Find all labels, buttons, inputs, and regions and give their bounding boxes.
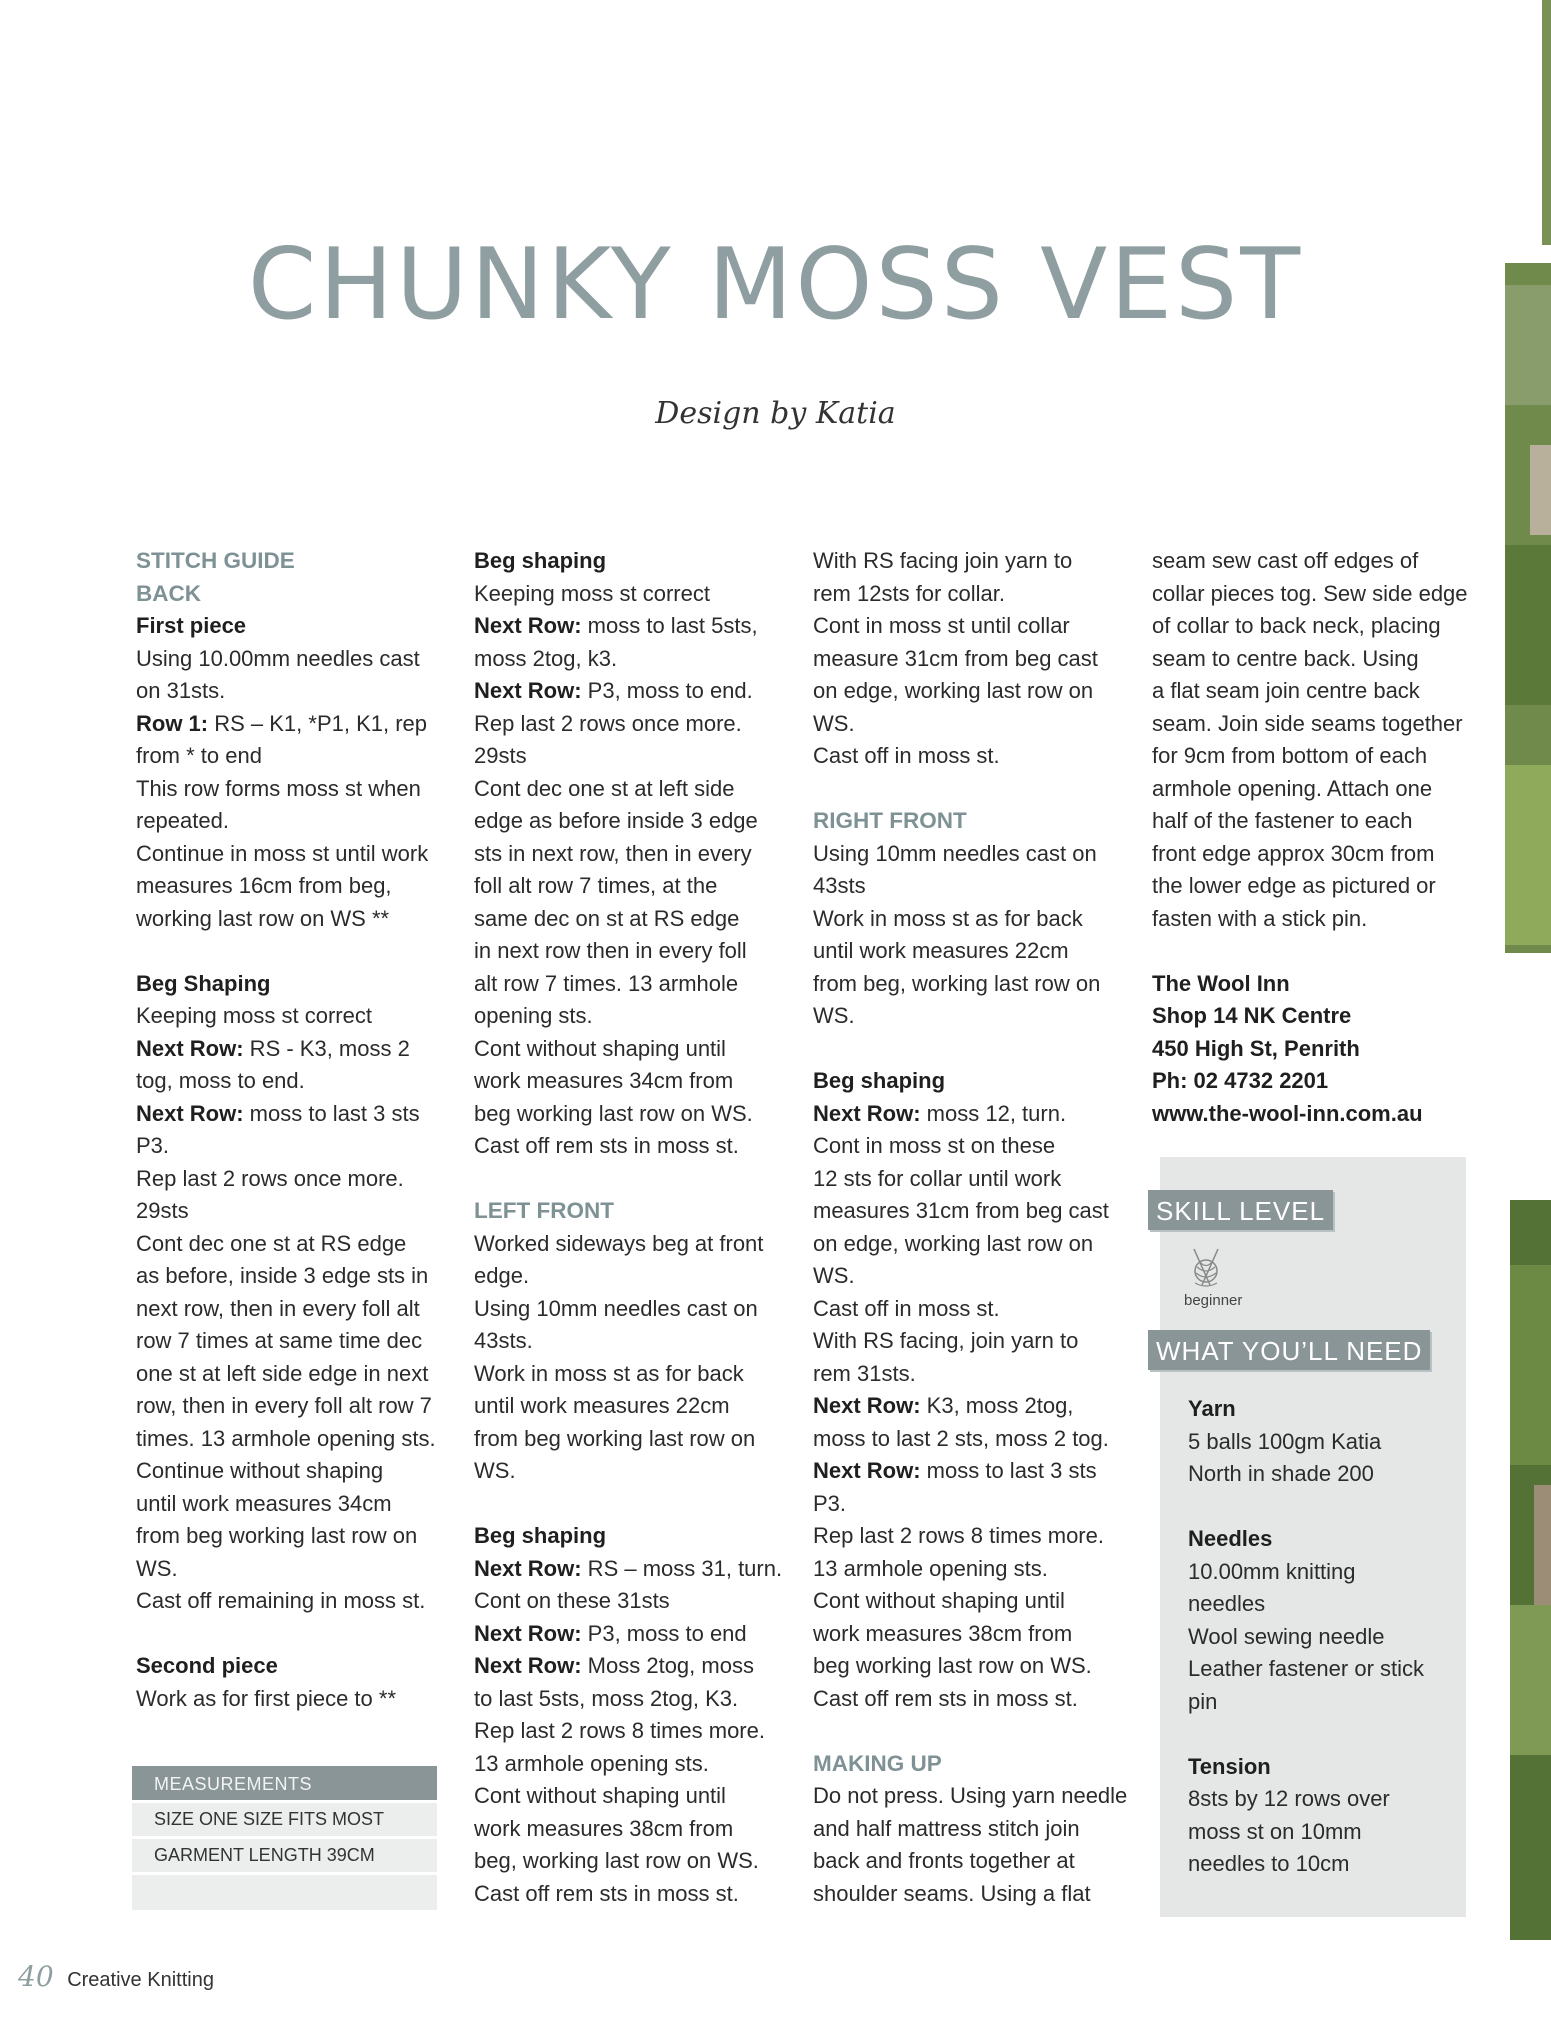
subheading: Beg shaping xyxy=(474,1523,607,1548)
text-line: Rep last 2 rows once more. xyxy=(474,710,742,736)
section-heading: MAKING UP xyxy=(813,1750,942,1776)
subheading: The Wool Inn xyxy=(1152,970,1290,996)
section-heading: LEFT FRONT xyxy=(474,1198,614,1223)
row-text: P3, moss to end. xyxy=(581,678,753,703)
text-line: 5 balls 100gm Katia xyxy=(1188,1428,1382,1454)
instruction-line xyxy=(474,610,774,643)
subheading: Beg shaping xyxy=(474,548,607,573)
byline: Design by Katia xyxy=(655,396,896,431)
text-line: With RS facing, join yarn to xyxy=(813,1328,1079,1353)
text-line: measures 31cm from beg cast xyxy=(813,1198,1109,1223)
text-line: beg working last row on WS. xyxy=(474,1100,753,1126)
row-text: RS – moss 31, turn. xyxy=(581,1555,783,1581)
text-line: same dec on st at RS edge xyxy=(474,905,740,931)
text-line: Cont in moss st until collar xyxy=(813,613,1070,638)
text-line: work measures 38cm from xyxy=(474,1815,734,1841)
text-line: Cont without shaping until xyxy=(813,1588,1065,1613)
text-line: measure 31cm from beg cast xyxy=(813,645,1098,671)
measurements-box xyxy=(132,1766,437,1910)
text-line: pin xyxy=(1188,1688,1218,1714)
row-text: moss to last 3 sts xyxy=(920,1458,1097,1483)
text-line: Cast off rem sts in moss st. xyxy=(474,1880,739,1906)
text-line: WS. xyxy=(813,1003,855,1028)
column-4 xyxy=(1152,545,1468,1130)
text-line: the lower edge as pictured or xyxy=(1152,873,1436,898)
text-line: to last 5sts, moss 2tog, K3. xyxy=(474,1685,739,1711)
text-line: on edge, working last row on xyxy=(813,1230,1094,1256)
text-line: on 31sts. xyxy=(136,678,226,703)
row-text: moss to last 5sts, xyxy=(581,613,758,638)
text-line: Work as for first piece to ** xyxy=(136,1685,397,1711)
text-line: from beg, working last row on xyxy=(813,970,1101,996)
text-line: 8sts by 12 rows over xyxy=(1188,1786,1390,1811)
text-line: Cont dec one st at RS edge xyxy=(136,1230,407,1256)
text-line: back and fronts together at xyxy=(813,1848,1075,1873)
text-line: measures 16cm from beg, xyxy=(136,873,392,898)
paragraph-gap xyxy=(474,1163,774,1196)
text-line: and half mattress stitch join xyxy=(813,1815,1080,1841)
garden-photo-edge xyxy=(1536,0,1551,245)
text-line: working last row on WS ** xyxy=(136,905,390,931)
text-line: This row forms moss st when xyxy=(136,775,421,801)
text-line: Cast off rem sts in moss st. xyxy=(474,1133,739,1158)
paragraph-gap xyxy=(1188,1491,1448,1524)
text-line: edge. xyxy=(474,1263,530,1288)
text-line: opening sts. xyxy=(474,1003,593,1028)
text-line: of collar to back neck, placing xyxy=(1152,613,1441,638)
text-line: Worked sideways beg at front xyxy=(474,1230,764,1256)
text-line: With RS facing join yarn to xyxy=(813,548,1073,573)
garden-photo-top xyxy=(1490,245,1551,980)
text-line: row, then in every foll alt row 7 xyxy=(136,1393,432,1418)
text-line: P3. xyxy=(136,1133,170,1158)
text-line: sts in next row, then in every xyxy=(474,840,752,866)
text-line: needles to 10cm xyxy=(1188,1851,1350,1876)
text-line: Wool sewing needle xyxy=(1188,1623,1385,1649)
subheading: www.the-wool-inn.com.au xyxy=(1152,1100,1423,1126)
paragraph-gap xyxy=(474,1488,774,1521)
paragraph-gap xyxy=(136,935,436,968)
text-line: 10.00mm knitting xyxy=(1188,1558,1356,1584)
paragraph-gap xyxy=(813,1033,1113,1066)
text-line: work measures 38cm from xyxy=(813,1620,1073,1646)
text-line: needles xyxy=(1188,1591,1266,1616)
text-line: from beg working last row on xyxy=(136,1523,418,1548)
row-label: Next Row: xyxy=(474,613,582,638)
subheading: Tension xyxy=(1188,1753,1271,1779)
instruction-line xyxy=(474,1650,774,1683)
text-line: row 7 times at same time dec xyxy=(136,1328,423,1353)
text-line: seam. Join side seams together xyxy=(1152,710,1463,736)
text-line: Cast off in moss st. xyxy=(813,743,1000,768)
text-line: beg working last row on WS. xyxy=(813,1653,1092,1678)
skill-level-label: beginner xyxy=(1184,1292,1243,1309)
instruction-line xyxy=(474,1553,783,1586)
text-line: Cont in moss st on these xyxy=(813,1133,1056,1158)
row-label: Next Row: xyxy=(813,1393,921,1418)
subheading: Ph: 02 4732 2201 xyxy=(1152,1068,1329,1093)
text-line: Cast off in moss st. xyxy=(813,1295,1000,1321)
text-line: Rep last 2 rows once more. xyxy=(136,1165,404,1191)
text-line: repeated. xyxy=(136,808,229,833)
column-1 xyxy=(136,545,436,1715)
row-text: moss 12, turn. xyxy=(920,1100,1067,1126)
subheading: First piece xyxy=(136,613,247,638)
subheading: 450 High St, Penrith xyxy=(1152,1035,1360,1061)
row-text: moss to last 3 sts xyxy=(243,1100,420,1126)
text-line: Keeping moss st correct xyxy=(136,1003,372,1028)
row-label: Next Row: xyxy=(136,1035,244,1061)
text-line: 43sts. xyxy=(474,1328,533,1353)
row-text: K3, moss 2tog, xyxy=(920,1393,1074,1418)
instruction-line xyxy=(136,708,436,741)
text-line: Leather fastener or stick xyxy=(1188,1656,1425,1681)
text-line: for 9cm from bottom of each xyxy=(1152,743,1428,768)
page-title: CHUNKY MOSS VEST xyxy=(247,228,1304,342)
row-label: Next Row: xyxy=(474,1653,582,1678)
text-line: seam to centre back. Using xyxy=(1152,645,1419,671)
text-line: shoulder seams. Using a flat xyxy=(813,1880,1091,1906)
page-number: 40 xyxy=(18,1960,54,1993)
text-line: Continue without shaping xyxy=(136,1458,384,1483)
text-line: tog, moss to end. xyxy=(136,1068,305,1093)
text-line: Work in moss st as for back xyxy=(813,905,1083,931)
text-line: next row, then in every foll alt xyxy=(136,1295,420,1321)
text-line: Cont without shaping until xyxy=(474,1035,726,1061)
text-line: alt row 7 times. 13 armhole xyxy=(474,970,739,996)
text-line: WS. xyxy=(813,710,855,736)
instruction-line xyxy=(813,1455,1113,1488)
row-label: Next Row: xyxy=(474,1555,582,1581)
text-line: Keeping moss st correct xyxy=(474,580,710,606)
subheading: Shop 14 NK Centre xyxy=(1152,1003,1352,1028)
paragraph-gap xyxy=(813,1715,1113,1748)
text-line: 12 sts for collar until work xyxy=(813,1165,1062,1191)
row-label: Next Row: xyxy=(474,678,582,703)
subheading: Needles xyxy=(1188,1526,1273,1551)
measurement-row: SIZE ONE SIZE FITS MOST xyxy=(132,1803,437,1836)
row-label: Next Row: xyxy=(136,1100,244,1126)
paragraph-gap xyxy=(1188,1718,1448,1751)
materials-list xyxy=(1188,1393,1448,1881)
text-line: Cast off remaining in moss st. xyxy=(136,1588,426,1613)
what-you-need-heading: WHAT YOU’LL NEED xyxy=(1148,1330,1430,1370)
text-line: fasten with a stick pin. xyxy=(1152,905,1368,931)
magazine-name: Creative Knitting xyxy=(67,1969,214,1991)
row-label: Next Row: xyxy=(813,1100,921,1126)
instruction-line xyxy=(136,1098,436,1131)
measurement-row: GARMENT LENGTH 39CM xyxy=(132,1839,437,1872)
paragraph-gap xyxy=(813,773,1113,806)
text-line: on edge, working last row on xyxy=(813,678,1094,703)
yarn-ball-icon xyxy=(1186,1245,1226,1291)
text-line: WS. xyxy=(813,1263,855,1288)
section-heading: BACK xyxy=(136,580,201,606)
text-line: foll alt row 7 times, at the xyxy=(474,873,718,898)
text-line: Using 10.00mm needles cast xyxy=(136,645,420,671)
text-line: as before, inside 3 edge sts in xyxy=(136,1263,429,1288)
section-heading: RIGHT FRONT xyxy=(813,808,967,833)
text-line: Rep last 2 rows 8 times more. xyxy=(474,1718,765,1743)
text-line: a flat seam join centre back xyxy=(1152,678,1420,703)
page-footer xyxy=(18,1960,214,1993)
text-line: Cont dec one st at left side xyxy=(474,775,735,801)
text-line: times. 13 armhole opening sts. xyxy=(136,1425,436,1451)
instruction-line xyxy=(474,1618,774,1651)
text-line: seam sew cast off edges of xyxy=(1152,548,1419,573)
text-line: 43sts xyxy=(813,873,866,898)
text-line: moss 2tog, k3. xyxy=(474,645,618,671)
text-line: Cont on these 31sts xyxy=(474,1588,670,1613)
text-line: moss st on 10mm xyxy=(1188,1818,1362,1844)
subheading: Beg Shaping xyxy=(136,970,271,996)
measurement-row xyxy=(132,1875,437,1910)
text-line: front edge approx 30cm from xyxy=(1152,840,1435,866)
subheading: Yarn xyxy=(1188,1396,1236,1421)
instruction-line xyxy=(813,1098,1113,1131)
text-line: 29sts xyxy=(136,1198,189,1223)
subheading: Second piece xyxy=(136,1653,278,1678)
text-line: Cast off rem sts in moss st. xyxy=(813,1685,1078,1711)
text-line: rem 12sts for collar. xyxy=(813,580,1005,606)
text-line: Using 10mm needles cast on xyxy=(474,1295,758,1321)
measurements-heading: MEASUREMENTS xyxy=(132,1766,437,1800)
text-line: until work measures 22cm xyxy=(474,1393,730,1418)
row-text: P3, moss to end xyxy=(581,1620,747,1646)
text-line: from beg working last row on xyxy=(474,1425,756,1451)
subheading: Beg shaping xyxy=(813,1068,946,1093)
column-3 xyxy=(813,545,1128,1910)
text-line: Work in moss st as for back xyxy=(474,1360,744,1386)
text-line: 13 armhole opening sts. xyxy=(813,1555,1048,1581)
text-line: P3. xyxy=(813,1490,847,1516)
section-heading: STITCH GUIDE xyxy=(136,548,295,573)
text-line: Continue in moss st until work xyxy=(136,840,429,866)
text-line: edge as before inside 3 edge xyxy=(474,808,758,833)
text-line: armhole opening. Attach one xyxy=(1152,775,1433,801)
text-line: Cont without shaping until xyxy=(474,1783,726,1808)
text-line: North in shade 200 xyxy=(1188,1461,1374,1486)
row-label: Next Row: xyxy=(474,1620,582,1646)
skill-level-heading: SKILL LEVEL xyxy=(1148,1190,1333,1230)
text-line: rem 31sts. xyxy=(813,1360,916,1386)
text-line: WS. xyxy=(474,1458,516,1483)
row-label: Next Row: xyxy=(813,1458,921,1483)
text-line: until work measures 34cm xyxy=(136,1490,392,1516)
paragraph-gap xyxy=(1152,935,1452,968)
row-text: RS – K1, *P1, K1, rep xyxy=(208,710,428,736)
text-line: beg, working last row on WS. xyxy=(474,1848,759,1873)
garden-photo-bottom xyxy=(1490,1185,1551,1945)
row-text: Moss 2tog, moss xyxy=(581,1653,754,1678)
text-line: collar pieces tog. Sew side edge xyxy=(1152,580,1468,606)
instruction-line xyxy=(136,1033,436,1066)
text-line: in next row then in every foll xyxy=(474,938,747,963)
text-line: WS. xyxy=(136,1555,178,1581)
row-text: RS - K3, moss 2 xyxy=(243,1035,410,1061)
text-line: moss to last 2 sts, moss 2 tog. xyxy=(813,1425,1109,1451)
text-line: Rep last 2 rows 8 times more. xyxy=(813,1523,1104,1548)
text-line: Do not press. Using yarn needle xyxy=(813,1783,1128,1808)
text-line: until work measures 22cm xyxy=(813,938,1069,963)
text-line: 13 armhole opening sts. xyxy=(474,1750,709,1776)
text-line: Using 10mm needles cast on xyxy=(813,840,1097,866)
text-line: one st at left side edge in next xyxy=(136,1360,429,1386)
text-line: half of the fastener to each xyxy=(1152,808,1413,833)
text-line: from * to end xyxy=(136,743,262,768)
paragraph-gap xyxy=(136,1618,436,1651)
text-line: 29sts xyxy=(474,743,527,768)
row-label: Row 1: xyxy=(136,710,209,736)
text-line: work measures 34cm from xyxy=(474,1068,734,1093)
instruction-line xyxy=(474,675,774,708)
column-2 xyxy=(474,545,783,1910)
instruction-line xyxy=(813,1390,1113,1423)
